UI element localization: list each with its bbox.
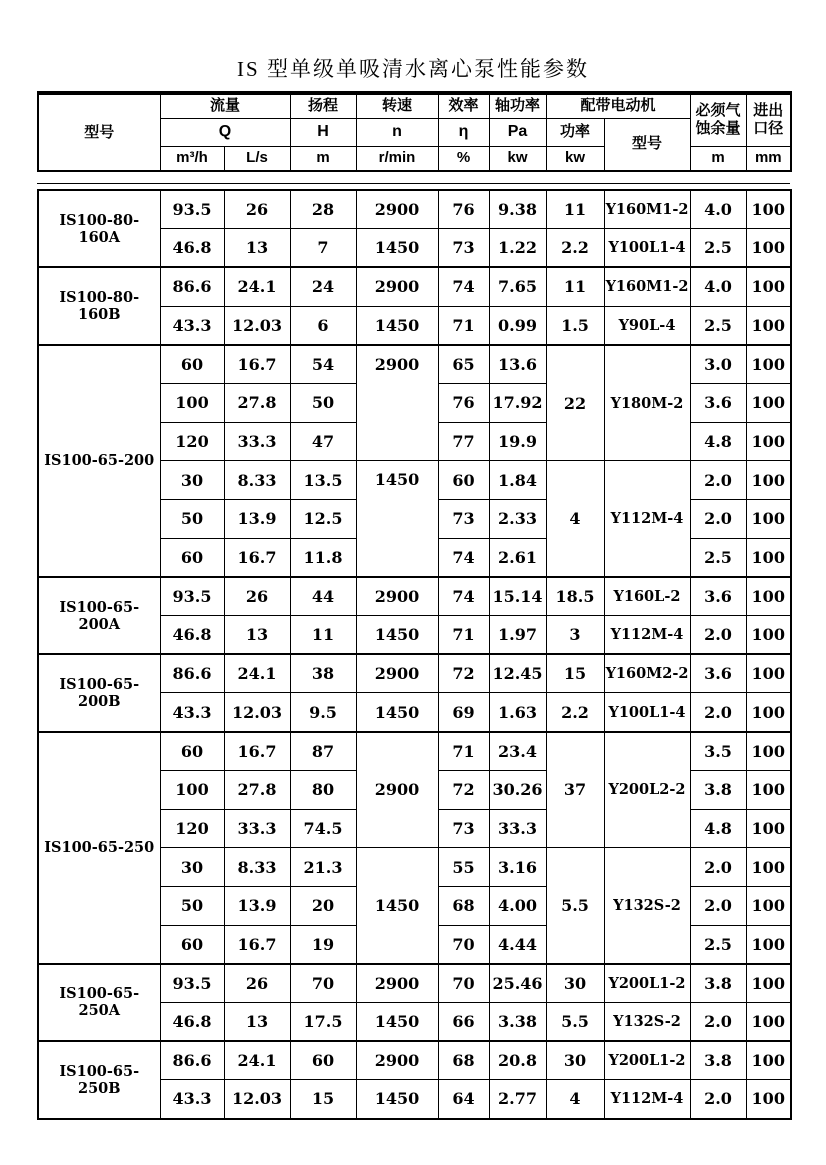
cell-bore: 100	[746, 809, 791, 848]
spec-table-body	[37, 189, 792, 1120]
header-efficiency-symbol: η	[438, 118, 489, 146]
header-unit-ls: L/s	[224, 146, 290, 171]
cell-npsh: 2.0	[690, 1002, 746, 1041]
cell-flow-ls: 16.7	[224, 538, 290, 577]
cell-bore: 100	[746, 422, 791, 461]
cell-bore: 100	[746, 229, 791, 268]
cell-flow-ls: 12.03	[224, 306, 290, 345]
table-row	[38, 964, 791, 1003]
cell-flow-ls: 24.1	[224, 1041, 290, 1080]
cell-motor-model: Y112M-4	[604, 1080, 690, 1119]
cell-bore: 100	[746, 538, 791, 577]
cell-efficiency: 76	[438, 190, 489, 229]
cell-flow-m3h: 30	[160, 461, 224, 500]
spec-table-header	[37, 91, 792, 172]
cell-speed: 1450	[356, 693, 438, 732]
cell-flow-m3h: 50	[160, 500, 224, 539]
cell-model: IS100-80-160A	[38, 190, 160, 267]
cell-motor-model: Y100L1-4	[604, 229, 690, 268]
cell-shaft-power: 13.6	[489, 345, 546, 384]
cell-flow-m3h: 46.8	[160, 1002, 224, 1041]
cell-bore: 100	[746, 693, 791, 732]
cell-head: 13.5	[290, 461, 356, 500]
cell-motor-model: Y200L1-2	[604, 964, 690, 1003]
cell-shaft-power: 3.38	[489, 1002, 546, 1041]
cell-shaft-power: 25.46	[489, 964, 546, 1003]
header-row-labels	[38, 93, 791, 118]
cell-flow-ls: 33.3	[224, 422, 290, 461]
header-motor: 配带电动机	[546, 93, 690, 118]
cell-flow-m3h: 86.6	[160, 267, 224, 306]
cell-flow-ls: 33.3	[224, 809, 290, 848]
cell-npsh: 2.5	[690, 306, 746, 345]
cell-motor-model: Y132S-2	[604, 1002, 690, 1041]
table-row	[38, 654, 791, 693]
cell-npsh: 3.0	[690, 345, 746, 384]
table-row	[38, 267, 791, 306]
table-row	[38, 1041, 791, 1080]
cell-model: IS100-65-250B	[38, 1041, 160, 1118]
header-unit-kw-motor: kw	[546, 146, 604, 171]
cell-motor-power: 18.5	[546, 577, 604, 616]
cell-motor-model: Y160M2-2	[604, 654, 690, 693]
cell-shaft-power: 20.8	[489, 1041, 546, 1080]
cell-efficiency: 72	[438, 770, 489, 809]
cell-flow-ls: 24.1	[224, 654, 290, 693]
cell-flow-ls: 12.03	[224, 1080, 290, 1119]
cell-efficiency: 77	[438, 422, 489, 461]
cell-bore: 100	[746, 654, 791, 693]
cell-efficiency: 73	[438, 809, 489, 848]
header-efficiency: 效率	[438, 93, 489, 118]
cell-flow-m3h: 86.6	[160, 654, 224, 693]
cell-motor-power: 30	[546, 964, 604, 1003]
cell-flow-ls: 26	[224, 577, 290, 616]
cell-efficiency: 74	[438, 538, 489, 577]
cell-shaft-power: 1.22	[489, 229, 546, 268]
cell-efficiency: 73	[438, 229, 489, 268]
cell-npsh: 3.6	[690, 577, 746, 616]
cell-npsh: 3.8	[690, 1041, 746, 1080]
cell-flow-ls: 13.9	[224, 500, 290, 539]
cell-motor-power: 3	[546, 616, 604, 655]
cell-efficiency: 71	[438, 616, 489, 655]
cell-efficiency: 74	[438, 577, 489, 616]
cell-efficiency: 64	[438, 1080, 489, 1119]
cell-speed: 2900	[356, 267, 438, 306]
cell-npsh: 3.6	[690, 654, 746, 693]
cell-npsh: 2.0	[690, 886, 746, 925]
cell-speed: 1450	[356, 1002, 438, 1041]
cell-flow-m3h: 50	[160, 886, 224, 925]
cell-model: IS100-65-200B	[38, 654, 160, 731]
cell-motor-model: Y180M-2	[604, 345, 690, 461]
cell-shaft-power: 1.63	[489, 693, 546, 732]
header-shaft-symbol: Pa	[489, 118, 546, 146]
cell-efficiency: 76	[438, 383, 489, 422]
cell-motor-model: Y160M1-2	[604, 267, 690, 306]
cell-shaft-power: 9.38	[489, 190, 546, 229]
cell-head: 12.5	[290, 500, 356, 539]
cell-flow-m3h: 100	[160, 383, 224, 422]
cell-efficiency: 65	[438, 345, 489, 384]
cell-flow-m3h: 120	[160, 422, 224, 461]
cell-motor-model: Y160L-2	[604, 577, 690, 616]
cell-motor-model: Y100L1-4	[604, 693, 690, 732]
cell-head: 60	[290, 1041, 356, 1080]
cell-shaft-power: 2.77	[489, 1080, 546, 1119]
cell-efficiency: 70	[438, 925, 489, 964]
cell-model: IS100-80-160B	[38, 267, 160, 344]
cell-shaft-power: 4.00	[489, 886, 546, 925]
cell-motor-power: 5.5	[546, 1002, 604, 1041]
cell-flow-m3h: 93.5	[160, 577, 224, 616]
cell-bore: 100	[746, 500, 791, 539]
cell-speed: 2900	[356, 1041, 438, 1080]
cell-head: 74.5	[290, 809, 356, 848]
cell-head: 15	[290, 1080, 356, 1119]
cell-speed: 2900	[356, 190, 438, 229]
cell-bore: 100	[746, 925, 791, 964]
cell-speed: 2900	[356, 345, 438, 461]
cell-flow-ls: 16.7	[224, 345, 290, 384]
cell-head: 87	[290, 732, 356, 771]
header-speed: 转速	[356, 93, 438, 118]
cell-head: 9.5	[290, 693, 356, 732]
header-unit-pct: %	[438, 146, 489, 171]
cell-npsh: 4.0	[690, 190, 746, 229]
cell-head: 21.3	[290, 848, 356, 887]
cell-flow-ls: 8.33	[224, 848, 290, 887]
cell-motor-power: 2.2	[546, 229, 604, 268]
cell-motor-model: Y132S-2	[604, 848, 690, 964]
cell-npsh: 3.8	[690, 964, 746, 1003]
header-npsh-line2: 蚀余量	[695, 120, 741, 138]
cell-bore: 100	[746, 345, 791, 384]
cell-bore: 100	[746, 461, 791, 500]
cell-speed: 1450	[356, 616, 438, 655]
cell-flow-ls: 13.9	[224, 886, 290, 925]
cell-flow-m3h: 60	[160, 345, 224, 384]
divider-line	[37, 183, 790, 184]
cell-flow-ls: 13	[224, 616, 290, 655]
cell-shaft-power: 4.44	[489, 925, 546, 964]
cell-efficiency: 68	[438, 1041, 489, 1080]
cell-model: IS100-65-250A	[38, 964, 160, 1041]
cell-flow-m3h: 93.5	[160, 190, 224, 229]
cell-efficiency: 70	[438, 964, 489, 1003]
cell-head: 20	[290, 886, 356, 925]
header-bore-line1: 进出	[753, 102, 784, 120]
cell-shaft-power: 1.97	[489, 616, 546, 655]
cell-flow-m3h: 60	[160, 538, 224, 577]
cell-flow-ls: 26	[224, 964, 290, 1003]
header-flow-symbol: Q	[160, 118, 290, 146]
header-model: 型号	[38, 93, 160, 171]
cell-motor-power: 5.5	[546, 848, 604, 964]
cell-bore: 100	[746, 577, 791, 616]
cell-head: 24	[290, 267, 356, 306]
cell-flow-m3h: 60	[160, 925, 224, 964]
cell-npsh: 2.5	[690, 925, 746, 964]
cell-npsh: 3.8	[690, 770, 746, 809]
table-row	[38, 577, 791, 616]
cell-bore: 100	[746, 964, 791, 1003]
cell-npsh: 4.0	[690, 267, 746, 306]
page-title: IS 型单级单吸清水离心泵性能参数	[237, 57, 589, 81]
cell-head: 19	[290, 925, 356, 964]
cell-efficiency: 72	[438, 654, 489, 693]
cell-flow-ls: 16.7	[224, 925, 290, 964]
table-row	[38, 732, 791, 771]
cell-npsh: 2.0	[690, 848, 746, 887]
cell-flow-m3h: 120	[160, 809, 224, 848]
cell-head: 50	[290, 383, 356, 422]
cell-flow-m3h: 43.3	[160, 306, 224, 345]
header-npsh	[690, 93, 746, 146]
header-bore	[746, 93, 791, 146]
cell-bore: 100	[746, 267, 791, 306]
cell-motor-power: 15	[546, 654, 604, 693]
cell-motor-power: 30	[546, 1041, 604, 1080]
header-head: 扬程	[290, 93, 356, 118]
cell-bore: 100	[746, 1080, 791, 1119]
cell-motor-power: 4	[546, 461, 604, 577]
cell-speed: 1450	[356, 1080, 438, 1119]
cell-flow-m3h: 43.3	[160, 693, 224, 732]
cell-efficiency: 74	[438, 267, 489, 306]
cell-flow-ls: 27.8	[224, 770, 290, 809]
cell-efficiency: 55	[438, 848, 489, 887]
header-motor-model: 型号	[604, 118, 690, 171]
cell-motor-model: Y90L-4	[604, 306, 690, 345]
cell-flow-m3h: 93.5	[160, 964, 224, 1003]
header-unit-kw-shaft: kw	[489, 146, 546, 171]
cell-head: 28	[290, 190, 356, 229]
cell-efficiency: 68	[438, 886, 489, 925]
cell-speed: 2900	[356, 732, 438, 848]
cell-shaft-power: 17.92	[489, 383, 546, 422]
cell-efficiency: 71	[438, 306, 489, 345]
cell-head: 11.8	[290, 538, 356, 577]
cell-head: 44	[290, 577, 356, 616]
cell-npsh: 2.5	[690, 538, 746, 577]
header-unit-m3h: m³/h	[160, 146, 224, 171]
cell-shaft-power: 2.61	[489, 538, 546, 577]
cell-flow-ls: 26	[224, 190, 290, 229]
header-unit-bore-mm: mm	[746, 146, 791, 171]
cell-flow-ls: 13	[224, 229, 290, 268]
cell-bore: 100	[746, 616, 791, 655]
cell-motor-power: 11	[546, 190, 604, 229]
cell-bore: 100	[746, 886, 791, 925]
header-shaft-power: 轴功率	[489, 93, 546, 118]
cell-speed: 1450	[356, 848, 438, 964]
cell-flow-m3h: 46.8	[160, 229, 224, 268]
cell-shaft-power: 30.26	[489, 770, 546, 809]
cell-bore: 100	[746, 383, 791, 422]
header-speed-symbol: n	[356, 118, 438, 146]
cell-npsh: 4.8	[690, 809, 746, 848]
header-bore-line2: 口径	[753, 120, 784, 138]
cell-model: IS100-65-200	[38, 345, 160, 577]
cell-motor-model: Y112M-4	[604, 461, 690, 577]
cell-motor-power: 22	[546, 345, 604, 461]
cell-efficiency: 60	[438, 461, 489, 500]
cell-shaft-power: 19.9	[489, 422, 546, 461]
cell-shaft-power: 33.3	[489, 809, 546, 848]
cell-head: 70	[290, 964, 356, 1003]
cell-npsh: 2.0	[690, 1080, 746, 1119]
cell-speed: 1450	[356, 306, 438, 345]
header-motor-power: 功率	[546, 118, 604, 146]
cell-head: 17.5	[290, 1002, 356, 1041]
cell-flow-ls: 12.03	[224, 693, 290, 732]
cell-flow-m3h: 30	[160, 848, 224, 887]
spec-table-rows	[38, 190, 791, 1119]
cell-flow-m3h: 100	[160, 770, 224, 809]
cell-bore: 100	[746, 732, 791, 771]
header-unit-npsh-m: m	[690, 146, 746, 171]
cell-speed: 1450	[356, 229, 438, 268]
cell-flow-m3h: 86.6	[160, 1041, 224, 1080]
cell-shaft-power: 2.33	[489, 500, 546, 539]
cell-flow-m3h: 60	[160, 732, 224, 771]
cell-shaft-power: 23.4	[489, 732, 546, 771]
cell-npsh: 2.0	[690, 500, 746, 539]
cell-npsh: 2.0	[690, 461, 746, 500]
cell-npsh: 2.0	[690, 616, 746, 655]
cell-head: 47	[290, 422, 356, 461]
cell-head: 7	[290, 229, 356, 268]
cell-shaft-power: 15.14	[489, 577, 546, 616]
header-npsh-line1: 必须气	[695, 102, 741, 120]
cell-bore: 100	[746, 770, 791, 809]
cell-motor-model: Y200L2-2	[604, 732, 690, 848]
cell-flow-m3h: 46.8	[160, 616, 224, 655]
cell-efficiency: 71	[438, 732, 489, 771]
cell-motor-power: 11	[546, 267, 604, 306]
cell-head: 11	[290, 616, 356, 655]
cell-npsh: 2.0	[690, 693, 746, 732]
cell-bore: 100	[746, 848, 791, 887]
cell-shaft-power: 1.84	[489, 461, 546, 500]
cell-shaft-power: 0.99	[489, 306, 546, 345]
cell-shaft-power: 3.16	[489, 848, 546, 887]
cell-motor-power: 37	[546, 732, 604, 848]
cell-bore: 100	[746, 190, 791, 229]
cell-efficiency: 69	[438, 693, 489, 732]
cell-bore: 100	[746, 306, 791, 345]
header-unit-m: m	[290, 146, 356, 171]
cell-shaft-power: 12.45	[489, 654, 546, 693]
cell-flow-ls: 24.1	[224, 267, 290, 306]
header-flow: 流量	[160, 93, 290, 118]
cell-motor-model: Y112M-4	[604, 616, 690, 655]
cell-flow-ls: 13	[224, 1002, 290, 1041]
cell-flow-m3h: 43.3	[160, 1080, 224, 1119]
cell-npsh: 3.6	[690, 383, 746, 422]
cell-model: IS100-65-250	[38, 732, 160, 964]
cell-head: 80	[290, 770, 356, 809]
cell-bore: 100	[746, 1041, 791, 1080]
table-row	[38, 190, 791, 229]
cell-motor-power: 2.2	[546, 693, 604, 732]
header-unit-rmin: r/min	[356, 146, 438, 171]
cell-speed: 2900	[356, 964, 438, 1003]
cell-head: 38	[290, 654, 356, 693]
header-head-symbol: H	[290, 118, 356, 146]
cell-flow-ls: 16.7	[224, 732, 290, 771]
cell-speed: 2900	[356, 577, 438, 616]
cell-motor-model: Y160M1-2	[604, 190, 690, 229]
cell-speed: 2900	[356, 654, 438, 693]
cell-motor-power: 1.5	[546, 306, 604, 345]
cell-npsh: 2.5	[690, 229, 746, 268]
cell-motor-power: 4	[546, 1080, 604, 1119]
cell-efficiency: 73	[438, 500, 489, 539]
cell-bore: 100	[746, 1002, 791, 1041]
cell-speed: 1450	[356, 461, 438, 577]
cell-flow-ls: 8.33	[224, 461, 290, 500]
cell-efficiency: 66	[438, 1002, 489, 1041]
cell-head: 6	[290, 306, 356, 345]
cell-head: 54	[290, 345, 356, 384]
cell-motor-model: Y200L1-2	[604, 1041, 690, 1080]
table-row	[38, 345, 791, 384]
cell-flow-ls: 27.8	[224, 383, 290, 422]
cell-npsh: 4.8	[690, 422, 746, 461]
cell-model: IS100-65-200A	[38, 577, 160, 654]
cell-shaft-power: 7.65	[489, 267, 546, 306]
cell-npsh: 3.5	[690, 732, 746, 771]
